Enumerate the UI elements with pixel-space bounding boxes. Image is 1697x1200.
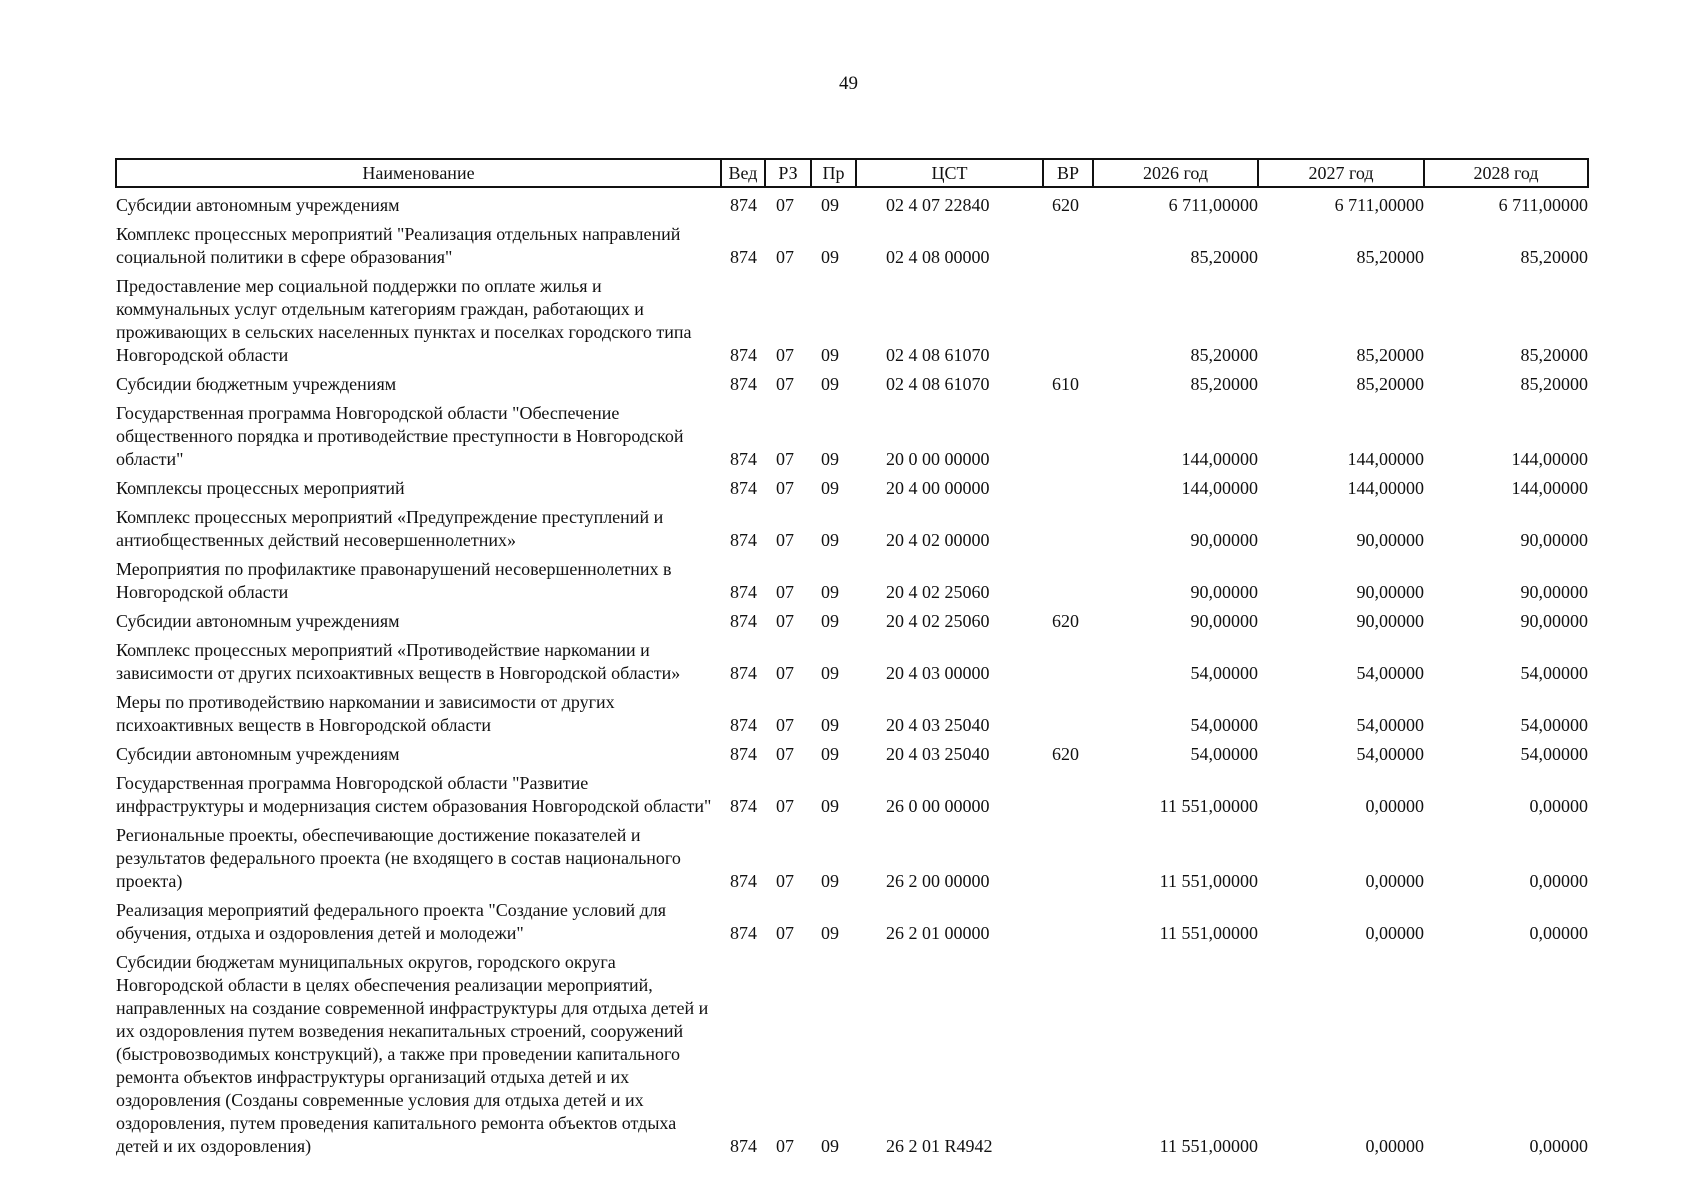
cell-cst: 26 0 00 00000 bbox=[886, 796, 990, 816]
cell-2028: 90,00000 bbox=[1520, 611, 1588, 631]
cell-ved: 874 bbox=[730, 449, 757, 469]
cell-ved: 874 bbox=[730, 923, 757, 943]
table-row bbox=[116, 500, 1588, 552]
cell-ved: 874 bbox=[730, 530, 757, 550]
cell-cst: 20 4 03 00000 bbox=[886, 663, 990, 683]
cell-ved: 874 bbox=[730, 611, 757, 631]
cell-name: Региональные проекты, обеспечивающие достижение показателей и результатов федерального проекта (не входящего в состав национального проекта) bbox=[116, 825, 681, 891]
cell-pr: 09 bbox=[821, 247, 839, 267]
cell-cst: 20 0 00 00000 bbox=[886, 449, 990, 469]
cell-name: Субсидии автономным учреждениям bbox=[116, 744, 400, 764]
cell-ved: 874 bbox=[730, 247, 757, 267]
cell-rz: 07 bbox=[776, 449, 794, 469]
table-row bbox=[116, 269, 1588, 367]
cell-2027: 0,00000 bbox=[1365, 796, 1424, 816]
cell-vr bbox=[1043, 685, 1093, 737]
cell-2028: 85,20000 bbox=[1520, 374, 1588, 394]
cell-pr: 09 bbox=[821, 923, 839, 943]
cell-2027: 6 711,00000 bbox=[1334, 195, 1424, 215]
cell-pr: 09 bbox=[821, 796, 839, 816]
cell-cst: 20 4 02 00000 bbox=[886, 530, 990, 550]
cell-2026: 85,20000 bbox=[1190, 247, 1258, 267]
cell-pr: 09 bbox=[821, 195, 839, 215]
cell-rz: 07 bbox=[776, 530, 794, 550]
cell-pr: 09 bbox=[821, 530, 839, 550]
cell-2027: 0,00000 bbox=[1365, 871, 1424, 891]
cell-rz: 07 bbox=[776, 1136, 794, 1156]
cell-2027: 90,00000 bbox=[1356, 530, 1424, 550]
cell-rz: 07 bbox=[776, 715, 794, 735]
cell-ved: 874 bbox=[730, 744, 757, 764]
table-row bbox=[116, 945, 1588, 1158]
table-row bbox=[116, 766, 1588, 818]
cell-cst: 02 4 08 61070 bbox=[886, 374, 990, 394]
cell-ved: 874 bbox=[730, 796, 757, 816]
cell-pr: 09 bbox=[821, 1136, 839, 1156]
table-row bbox=[116, 737, 1588, 766]
cell-vr bbox=[1043, 471, 1093, 500]
cell-name: Субсидии автономным учреждениям bbox=[116, 611, 400, 631]
cell-name: Комплекс процессных мероприятий «Противодействие наркомании и зависимости от других психоактивных веществ в Новгородской области» bbox=[116, 640, 681, 683]
cell-cst: 20 4 03 25040 bbox=[886, 744, 990, 764]
cell-2026: 85,20000 bbox=[1190, 374, 1258, 394]
cell-2028: 85,20000 bbox=[1520, 247, 1588, 267]
cell-2026: 11 551,00000 bbox=[1159, 871, 1258, 891]
cell-2026: 6 711,00000 bbox=[1168, 195, 1258, 215]
cell-cst: 02 4 08 00000 bbox=[886, 247, 990, 267]
cell-cst: 26 2 01 R4942 bbox=[886, 1136, 993, 1156]
table-row bbox=[116, 367, 1588, 396]
cell-2028: 144,00000 bbox=[1511, 478, 1588, 498]
table-row bbox=[116, 893, 1588, 945]
cell-vr: 610 bbox=[1052, 374, 1079, 394]
cell-rz: 07 bbox=[776, 247, 794, 267]
cell-ved: 874 bbox=[730, 478, 757, 498]
cell-2028: 0,00000 bbox=[1529, 923, 1588, 943]
cell-pr: 09 bbox=[821, 345, 839, 365]
cell-rz: 07 bbox=[776, 663, 794, 683]
cell-vr: 620 bbox=[1052, 195, 1079, 215]
cell-2026: 54,00000 bbox=[1190, 744, 1258, 764]
cell-pr: 09 bbox=[821, 374, 839, 394]
cell-name: Субсидии бюджетам муниципальных округов, городского округа Новгородской области в целях обеспечения реализации мероприятий, направленных на создание современной инфраструктуры для отдыха детей и их оздоровления путем возведения некапитальных строений, сооружений (быстровозводимых конструкций), а также при проведении капитального ремонта объектов инфраструктуры организаций отдыха детей и их оздоровления (Созданы современные условия для отдыха детей и их оздоровления, путем проведения капитального ремонта объектов отдыха детей и их оздоровления) bbox=[116, 952, 709, 1156]
cell-vr bbox=[1043, 269, 1093, 367]
cell-rz: 07 bbox=[776, 611, 794, 631]
cell-2027: 54,00000 bbox=[1356, 744, 1424, 764]
cell-vr bbox=[1043, 766, 1093, 818]
cell-2028: 54,00000 bbox=[1520, 663, 1588, 683]
cell-2026: 11 551,00000 bbox=[1159, 1136, 1258, 1156]
cell-rz: 07 bbox=[776, 796, 794, 816]
cell-2028: 144,00000 bbox=[1511, 449, 1588, 469]
cell-2026: 90,00000 bbox=[1190, 611, 1258, 631]
cell-ved: 874 bbox=[730, 345, 757, 365]
cell-ved: 874 bbox=[730, 582, 757, 602]
cell-2027: 0,00000 bbox=[1365, 1136, 1424, 1156]
cell-cst: 20 4 03 25040 bbox=[886, 715, 990, 735]
cell-2027: 85,20000 bbox=[1356, 247, 1424, 267]
table-row bbox=[116, 604, 1588, 633]
cell-2026: 144,00000 bbox=[1181, 478, 1258, 498]
cell-2027: 85,20000 bbox=[1356, 345, 1424, 365]
cell-2026: 54,00000 bbox=[1190, 715, 1258, 735]
cell-2028: 54,00000 bbox=[1520, 744, 1588, 764]
cell-pr: 09 bbox=[821, 715, 839, 735]
cell-2028: 6 711,00000 bbox=[1498, 195, 1588, 215]
cell-2027: 85,20000 bbox=[1356, 374, 1424, 394]
cell-name: Государственная программа Новгородской области "Обеспечение общественного порядка и противодействие преступности в Новгородской области" bbox=[116, 403, 684, 469]
cell-vr bbox=[1043, 945, 1093, 1158]
cell-rz: 07 bbox=[776, 923, 794, 943]
table-row bbox=[116, 818, 1588, 893]
cell-2026: 54,00000 bbox=[1190, 663, 1258, 683]
cell-vr bbox=[1043, 217, 1093, 269]
table-row bbox=[116, 217, 1588, 269]
header-2028: 2028 год bbox=[1424, 159, 1588, 187]
table-row bbox=[116, 633, 1588, 685]
cell-2026: 11 551,00000 bbox=[1159, 796, 1258, 816]
cell-2026: 144,00000 bbox=[1181, 449, 1258, 469]
cell-2026: 90,00000 bbox=[1190, 582, 1258, 602]
table-row bbox=[116, 552, 1588, 604]
table-row bbox=[116, 471, 1588, 500]
cell-pr: 09 bbox=[821, 611, 839, 631]
header-rz: РЗ bbox=[765, 159, 811, 187]
cell-2026: 11 551,00000 bbox=[1159, 923, 1258, 943]
cell-rz: 07 bbox=[776, 345, 794, 365]
cell-cst: 26 2 00 00000 bbox=[886, 871, 990, 891]
cell-cst: 26 2 01 00000 bbox=[886, 923, 990, 943]
cell-vr bbox=[1043, 633, 1093, 685]
cell-name: Комплексы процессных мероприятий bbox=[116, 478, 405, 498]
cell-cst: 20 4 02 25060 bbox=[886, 611, 990, 631]
cell-pr: 09 bbox=[821, 449, 839, 469]
page-number: 49 bbox=[839, 73, 858, 94]
table-row bbox=[116, 187, 1588, 217]
cell-vr bbox=[1043, 552, 1093, 604]
header-cst: ЦСТ bbox=[856, 159, 1043, 187]
cell-name: Субсидии автономным учреждениям bbox=[116, 195, 400, 215]
cell-2028: 0,00000 bbox=[1529, 1136, 1588, 1156]
cell-name: Комплекс процессных мероприятий "Реализация отдельных направлений социальной политики в сфере образования" bbox=[116, 224, 681, 267]
cell-vr bbox=[1043, 396, 1093, 471]
cell-ved: 874 bbox=[730, 871, 757, 891]
cell-pr: 09 bbox=[821, 871, 839, 891]
header-row bbox=[116, 159, 1588, 187]
cell-2027: 54,00000 bbox=[1356, 715, 1424, 735]
header-ved: Вед bbox=[721, 159, 765, 187]
cell-2026: 90,00000 bbox=[1190, 530, 1258, 550]
cell-name: Меры по противодействию наркомании и зависимости от других психоактивных веществ в Новгородской области bbox=[116, 692, 615, 735]
cell-2028: 90,00000 bbox=[1520, 530, 1588, 550]
cell-cst: 20 4 02 25060 bbox=[886, 582, 990, 602]
cell-2027: 144,00000 bbox=[1347, 449, 1424, 469]
cell-rz: 07 bbox=[776, 195, 794, 215]
cell-cst: 02 4 08 61070 bbox=[886, 345, 990, 365]
cell-ved: 874 bbox=[730, 374, 757, 394]
cell-vr: 620 bbox=[1052, 744, 1079, 764]
cell-2027: 90,00000 bbox=[1356, 611, 1424, 631]
cell-vr bbox=[1043, 500, 1093, 552]
cell-2028: 0,00000 bbox=[1529, 796, 1588, 816]
cell-2026: 85,20000 bbox=[1190, 345, 1258, 365]
cell-pr: 09 bbox=[821, 744, 839, 764]
table-body bbox=[116, 187, 1588, 1158]
cell-2027: 0,00000 bbox=[1365, 923, 1424, 943]
header-pr: Пр bbox=[811, 159, 856, 187]
cell-vr: 620 bbox=[1052, 611, 1079, 631]
cell-2028: 90,00000 bbox=[1520, 582, 1588, 602]
cell-rz: 07 bbox=[776, 478, 794, 498]
cell-name: Предоставление мер социальной поддержки по оплате жилья и коммунальных услуг отдельным категориям граждан, работающих и проживающих в сельских населенных пунктах и поселках городского типа Новгородской области bbox=[116, 276, 692, 365]
header-2026: 2026 год bbox=[1093, 159, 1258, 187]
cell-rz: 07 bbox=[776, 374, 794, 394]
cell-cst: 20 4 00 00000 bbox=[886, 478, 990, 498]
cell-pr: 09 bbox=[821, 478, 839, 498]
table-row bbox=[116, 396, 1588, 471]
cell-ved: 874 bbox=[730, 715, 757, 735]
cell-2028: 0,00000 bbox=[1529, 871, 1588, 891]
cell-name: Субсидии бюджетным учреждениям bbox=[116, 374, 397, 394]
cell-rz: 07 bbox=[776, 744, 794, 764]
cell-2027: 54,00000 bbox=[1356, 663, 1424, 683]
cell-2027: 144,00000 bbox=[1347, 478, 1424, 498]
header-name: Наименование bbox=[116, 159, 721, 187]
cell-2028: 54,00000 bbox=[1520, 715, 1588, 735]
cell-pr: 09 bbox=[821, 582, 839, 602]
cell-name: Реализация мероприятий федерального проекта "Создание условий для обучения, отдыха и оздоровления детей и молодежи" bbox=[116, 900, 667, 943]
cell-vr bbox=[1043, 818, 1093, 893]
header-vr: ВР bbox=[1043, 159, 1093, 187]
table-header bbox=[116, 159, 1588, 187]
cell-cst: 02 4 07 22840 bbox=[886, 195, 990, 215]
cell-ved: 874 bbox=[730, 195, 757, 215]
header-2027: 2027 год bbox=[1258, 159, 1424, 187]
cell-name: Комплекс процессных мероприятий «Предупреждение преступлений и антиобщественных действий несовершеннолетних» bbox=[116, 507, 664, 550]
budget-table bbox=[115, 158, 1589, 1158]
cell-ved: 874 bbox=[730, 1136, 757, 1156]
cell-rz: 07 bbox=[776, 582, 794, 602]
cell-name: Государственная программа Новгородской области "Развитие инфраструктуры и модернизация систем образования Новгородской области" bbox=[116, 773, 712, 816]
cell-vr bbox=[1043, 893, 1093, 945]
cell-2027: 90,00000 bbox=[1356, 582, 1424, 602]
cell-ved: 874 bbox=[730, 663, 757, 683]
cell-name: Мероприятия по профилактике правонарушений несовершеннолетних в Новгородской области bbox=[116, 559, 672, 602]
cell-rz: 07 bbox=[776, 871, 794, 891]
cell-pr: 09 bbox=[821, 663, 839, 683]
table-row bbox=[116, 685, 1588, 737]
cell-2028: 85,20000 bbox=[1520, 345, 1588, 365]
